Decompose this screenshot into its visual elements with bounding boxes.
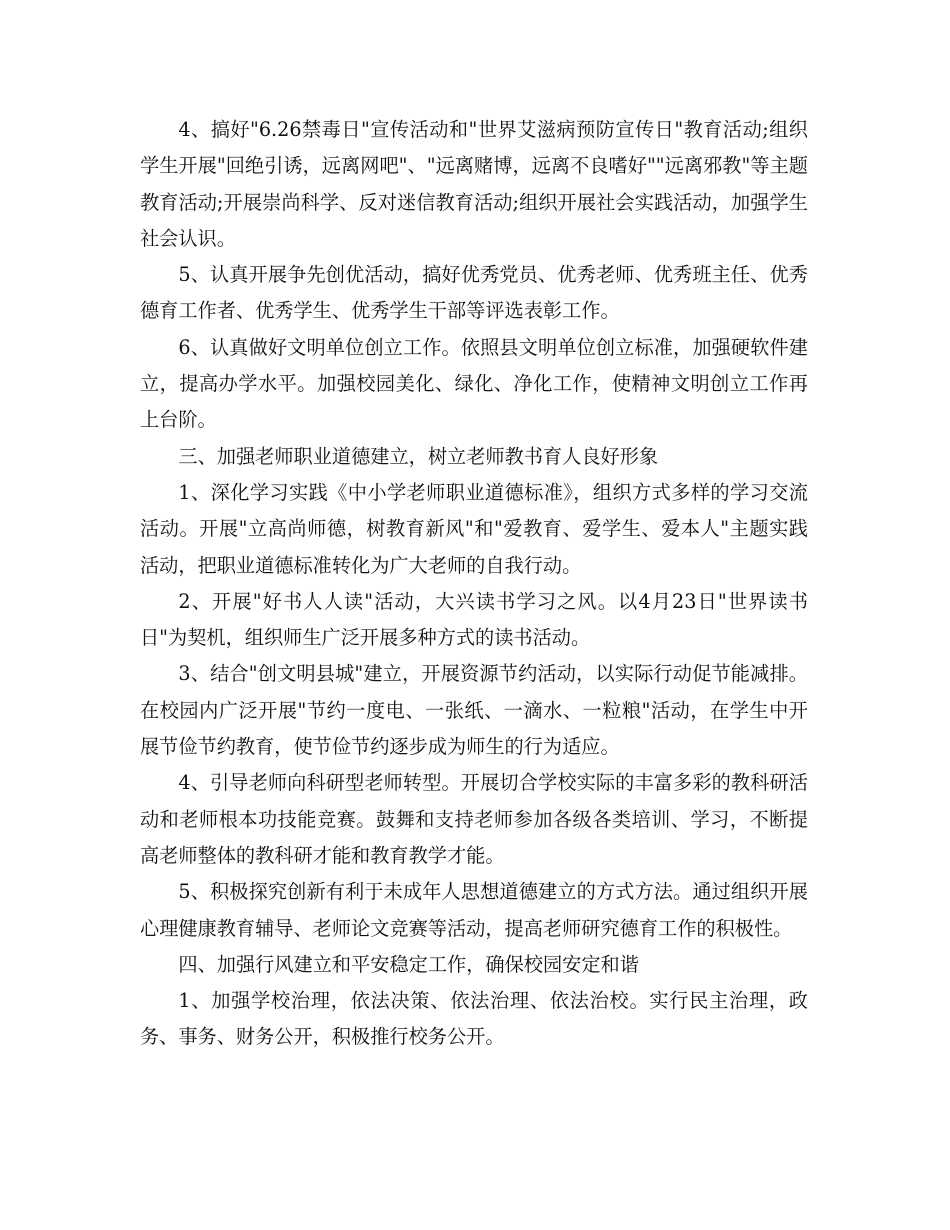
paragraph-item-4-anti-drug: 4、搞好"6.26禁毒日"宣传活动和"世界艾滋病预防宣传日"教育活动;组织学生开展"回绝引诱，远离网吧"、"远离赌博，远离不良嗜好""远离邪教"等主题教育活动;开展崇尚科学、反对迷信教育活动;组织开展社会实践活动，加强学生社会认识。: [140, 118, 808, 250]
paragraph-item-5-innovation: 5、积极探究创新有利于未成年人思想道德建立的方式方法。通过组织开展心理健康教育辅导、老师论文竞赛等活动，提高老师研究德育工作的积极性。: [140, 880, 808, 940]
paragraph-item-4-research: 4、引导老师向科研型老师转型。开展切合学校实际的丰富多彩的教科研活动和老师根本功技能竞赛。鼓舞和支持老师参加各级各类培训、学习，不断提高老师整体的教科研才能和教育教学才能。: [140, 771, 808, 867]
section-heading-4: 四、加强行风建立和平安稳定工作，确保校园安定和谐: [178, 952, 639, 976]
paragraph-item-5-awards: 5、认真开展争先创优活动，搞好优秀党员、优秀老师、优秀班主任、优秀德育工作者、优秀学生、优秀学生干部等评选表彰工作。: [140, 263, 808, 323]
document-body: [140, 112, 808, 1056]
paragraph-item-1-ethics: 1、深化学习实践《中小学老师职业道德标准》，组织方式多样的学习交流活动。开展"立高尚师德，树教育新风"和"爱教育、爱学生、爱本人"主题实践活动，把职业道德标准转化为广大老师的自我行动。: [140, 480, 808, 577]
paragraph-item-6-civilized-unit: 6、认真做好文明单位创立工作。依照县文明单位创立标准，加强硬软件建立，提高办学水平。加强校园美化、绿化、净化工作，使精神文明创立工作再上台阶。: [140, 335, 808, 432]
paragraph-item-1-governance: 1、加强学校治理，依法决策、依法治理、依法治校。实行民主治理，政务、事务、财务公开，积极推行校务公开。: [140, 989, 808, 1049]
paragraph-item-2-reading: 2、开展"好书人人读"活动，大兴读书学习之风。以4月23日"世界读书日"为契机，组织师生广泛开展多种方式的读书活动。: [140, 589, 808, 650]
section-heading-3: 三、加强老师职业道德建立，树立老师教书育人良好形象: [178, 444, 659, 468]
paragraph-item-3-saving: 3、结合"创文明县城"建立，开展资源节约活动，以实际行动促节能减排。在校园内广泛开展"节约一度电、一张纸、一滴水、一粒粮"活动，在学生中开展节俭节约教育，使节俭节约逐步成为师生的行为适应。: [140, 662, 808, 759]
